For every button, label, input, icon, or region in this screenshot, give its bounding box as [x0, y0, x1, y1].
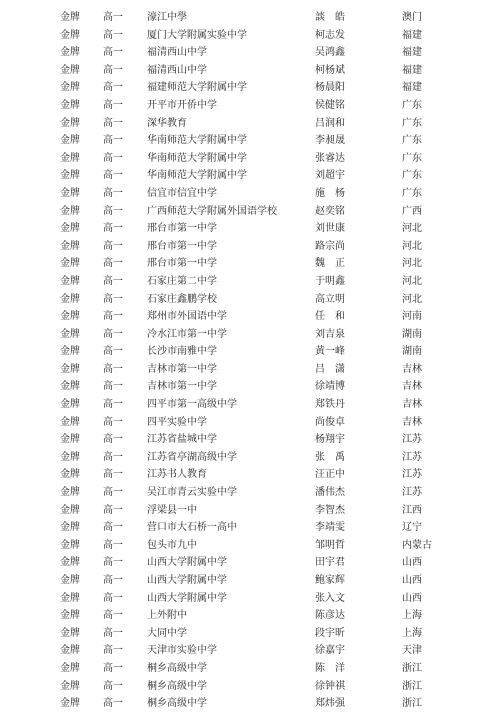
school-cell: 华南师范大学附属中学: [147, 135, 247, 147]
list-row: [0, 484, 496, 502]
award-cell: 金牌: [60, 627, 80, 639]
school-cell: 江苏省亭湖高级中学: [147, 451, 237, 463]
award-cell: 金牌: [60, 328, 80, 340]
region-cell: 河北: [402, 275, 422, 287]
list-row: [0, 414, 496, 432]
name-cell: 徐钟祺: [315, 680, 345, 692]
award-cell: 金牌: [60, 82, 80, 94]
list-row: [0, 220, 496, 238]
region-cell: 河南: [402, 311, 422, 323]
list-row: [0, 378, 496, 396]
award-cell: 金牌: [60, 399, 80, 411]
region-cell: 吉林: [402, 416, 422, 428]
grade-cell: 高一: [103, 451, 123, 463]
award-cell: 金牌: [60, 152, 80, 164]
award-cell: 金牌: [60, 645, 80, 657]
school-cell: 四平实验中学: [147, 416, 207, 428]
grade-cell: 高一: [103, 346, 123, 358]
list-row: [0, 590, 496, 608]
school-cell: 信宜市信宜中学: [147, 187, 217, 199]
school-cell: 华南师范大学附属中学: [147, 152, 247, 164]
school-cell: 天津市实验中学: [147, 645, 217, 657]
school-cell: 桐乡高级中学: [147, 698, 207, 710]
award-cell: 金牌: [60, 416, 80, 428]
school-cell: 邢台市第一中学: [147, 240, 217, 252]
region-cell: 江西: [402, 504, 422, 516]
list-row: [0, 678, 496, 696]
school-cell: 冷水江市第一中学: [147, 328, 227, 340]
list-row: [0, 185, 496, 203]
grade-cell: 高一: [103, 82, 123, 94]
award-cell: 金牌: [60, 592, 80, 604]
school-cell: 邢台市第一中学: [147, 223, 217, 235]
award-cell: 金牌: [60, 662, 80, 674]
grade-cell: 高一: [103, 99, 123, 111]
name-cell: 徐嘉宇: [315, 645, 345, 657]
name-cell: 张入文: [315, 592, 345, 604]
region-cell: 河北: [402, 240, 422, 252]
name-cell: 柯志发: [315, 29, 345, 41]
list-row: [0, 132, 496, 150]
list-row: [0, 150, 496, 168]
name-cell: 潘伟杰: [315, 487, 345, 499]
school-cell: 大同中学: [147, 627, 187, 639]
award-cell: 金牌: [60, 258, 80, 270]
name-cell: 刘超宇: [315, 170, 345, 182]
grade-cell: 高一: [103, 12, 123, 23]
list-row: [0, 660, 496, 678]
school-cell: 郑州市外国语中学: [147, 311, 227, 323]
school-cell: 华南师范大学附属中学: [147, 170, 247, 182]
award-cell: 金牌: [60, 363, 80, 375]
grade-cell: 高一: [103, 416, 123, 428]
school-cell: 邢台市第一中学: [147, 258, 217, 270]
school-cell: 上外附中: [147, 610, 187, 622]
grade-cell: 高一: [103, 170, 123, 182]
award-cell: 金牌: [60, 381, 80, 393]
region-cell: 辽宁: [402, 522, 422, 534]
region-cell: 浙江: [402, 698, 422, 710]
list-row: [0, 273, 496, 291]
name-cell: 鲍家辉: [315, 575, 345, 586]
list-row: [0, 466, 496, 484]
name-cell: 刘吉泉: [315, 328, 345, 340]
award-list: [0, 9, 496, 713]
region-cell: 江苏: [402, 434, 422, 446]
grade-cell: 高一: [103, 258, 123, 270]
list-row: [0, 519, 496, 537]
name-cell: 尚俊卓: [315, 416, 345, 428]
award-cell: 金牌: [60, 487, 80, 499]
name-cell: 路宗尚: [315, 240, 345, 252]
list-row: [0, 537, 496, 555]
list-row: [0, 44, 496, 62]
region-cell: 广东: [402, 135, 422, 147]
grade-cell: 高一: [103, 557, 123, 569]
school-cell: 山西大学附属中学: [147, 575, 227, 586]
award-cell: 金牌: [60, 557, 80, 569]
award-cell: 金牌: [60, 698, 80, 710]
list-row: [0, 449, 496, 467]
school-cell: 福清西山中学: [147, 47, 207, 59]
name-cell: 魏 正: [315, 258, 345, 270]
school-cell: 江苏书人教育: [147, 469, 207, 481]
grade-cell: 高一: [103, 223, 123, 235]
award-cell: 金牌: [60, 539, 80, 551]
award-cell: 金牌: [60, 64, 80, 76]
region-cell: 浙江: [402, 680, 422, 692]
grade-cell: 高一: [103, 328, 123, 340]
grade-cell: 高一: [103, 29, 123, 41]
grade-cell: 高一: [103, 610, 123, 622]
school-cell: 广西师范大学附属外国语学校: [147, 205, 277, 217]
name-cell: 吴鸿鑫: [315, 47, 345, 59]
name-cell: 陈彦达: [315, 610, 345, 622]
grade-cell: 高一: [103, 698, 123, 710]
school-cell: 桐乡高级中学: [147, 662, 207, 674]
region-cell: 福建: [402, 47, 422, 59]
region-cell: 山西: [402, 557, 422, 569]
region-cell: 广东: [402, 152, 422, 164]
region-cell: 吉林: [402, 363, 422, 375]
award-cell: 金牌: [60, 610, 80, 622]
name-cell: 段宇昕: [315, 627, 345, 639]
grade-cell: 高一: [103, 311, 123, 323]
name-cell: 李智杰: [315, 504, 345, 516]
region-cell: 江苏: [402, 451, 422, 463]
region-cell: 江苏: [402, 487, 422, 499]
list-row: [0, 326, 496, 344]
region-cell: 澳门: [402, 12, 422, 23]
school-cell: 包头市九中: [147, 539, 197, 551]
list-row: [0, 572, 496, 590]
award-cell: 金牌: [60, 205, 80, 217]
school-cell: 福建师范大学附属中学: [147, 82, 247, 94]
grade-cell: 高一: [103, 135, 123, 147]
award-cell: 金牌: [60, 275, 80, 287]
name-cell: 邹明哲: [315, 539, 345, 551]
award-cell: 金牌: [60, 99, 80, 111]
school-cell: 四平市第一高级中学: [147, 399, 237, 411]
region-cell: 广东: [402, 99, 422, 111]
list-row: [0, 502, 496, 520]
region-cell: 山西: [402, 592, 422, 604]
list-row: [0, 642, 496, 660]
list-row: [0, 554, 496, 572]
list-row: [0, 238, 496, 256]
name-cell: 于明鑫: [315, 275, 345, 287]
award-cell: 金牌: [60, 504, 80, 516]
region-cell: 上海: [402, 610, 422, 622]
name-cell: 施 杨: [315, 187, 345, 199]
grade-cell: 高一: [103, 487, 123, 499]
region-cell: 天津: [402, 645, 422, 657]
name-cell: 刘世康: [315, 223, 345, 235]
name-cell: 杨晨阳: [315, 82, 345, 94]
region-cell: 福建: [402, 29, 422, 41]
school-cell: 桐乡高级中学: [147, 680, 207, 692]
grade-cell: 高一: [103, 293, 123, 305]
award-cell: 金牌: [60, 117, 80, 129]
region-cell: 吉林: [402, 381, 422, 393]
region-cell: 广西: [402, 205, 422, 217]
name-cell: 张睿达: [315, 152, 345, 164]
name-cell: 李靖雯: [315, 522, 345, 534]
region-cell: 广东: [402, 187, 422, 199]
name-cell: 吕润和: [315, 117, 345, 129]
name-cell: 吕 潇: [315, 363, 345, 375]
school-cell: 山西大学附属中学: [147, 592, 227, 604]
award-cell: 金牌: [60, 346, 80, 358]
list-row: [0, 167, 496, 185]
list-row: [0, 79, 496, 97]
name-cell: 郑铁丹: [315, 399, 345, 411]
list-row: [0, 97, 496, 115]
list-row: [0, 291, 496, 309]
region-cell: 湖南: [402, 328, 422, 340]
award-cell: 金牌: [60, 187, 80, 199]
region-cell: 河北: [402, 258, 422, 270]
school-cell: 厦门大学附属实验中学: [147, 29, 247, 41]
region-cell: 广东: [402, 170, 422, 182]
region-cell: 内蒙古: [402, 539, 432, 551]
list-row: [0, 27, 496, 45]
region-cell: 山西: [402, 575, 422, 586]
list-row: [0, 62, 496, 80]
list-row: [0, 343, 496, 361]
region-cell: 福建: [402, 82, 422, 94]
award-cell: 金牌: [60, 47, 80, 59]
grade-cell: 高一: [103, 275, 123, 287]
region-cell: 上海: [402, 627, 422, 639]
grade-cell: 高一: [103, 152, 123, 164]
list-row: [0, 431, 496, 449]
grade-cell: 高一: [103, 575, 123, 586]
grade-cell: 高一: [103, 522, 123, 534]
name-cell: 田宇君: [315, 557, 345, 569]
grade-cell: 高一: [103, 434, 123, 446]
list-row: [0, 695, 496, 713]
grade-cell: 高一: [103, 205, 123, 217]
name-cell: 杨翔宇: [315, 434, 345, 446]
school-cell: 深华教育: [147, 117, 187, 129]
list-row: [0, 203, 496, 221]
region-cell: 河北: [402, 293, 422, 305]
name-cell: 侯健铭: [315, 99, 345, 111]
grade-cell: 高一: [103, 680, 123, 692]
school-cell: 吉林市第一中学: [147, 381, 217, 393]
award-cell: 金牌: [60, 311, 80, 323]
region-cell: 湖南: [402, 346, 422, 358]
school-cell: 吴江市青云实验中学: [147, 487, 237, 499]
region-cell: 江苏: [402, 469, 422, 481]
name-cell: 黄一峰: [315, 346, 345, 358]
name-cell: 徐靖博: [315, 381, 345, 393]
grade-cell: 高一: [103, 117, 123, 129]
school-cell: 吉林市第一中学: [147, 363, 217, 375]
name-cell: 汪正中: [315, 469, 345, 481]
region-cell: 福建: [402, 64, 422, 76]
name-cell: 柯杨斌: [315, 64, 345, 76]
grade-cell: 高一: [103, 64, 123, 76]
award-cell: 金牌: [60, 29, 80, 41]
award-cell: 金牌: [60, 223, 80, 235]
grade-cell: 高一: [103, 469, 123, 481]
name-cell: 陈 洋: [315, 662, 345, 674]
school-cell: 石家庄鑫鹏学校: [147, 293, 217, 305]
grade-cell: 高一: [103, 539, 123, 551]
name-cell: 談 皓: [315, 12, 345, 23]
name-cell: 张 禹: [315, 451, 345, 463]
name-cell: 李昶晟: [315, 135, 345, 147]
grade-cell: 高一: [103, 187, 123, 199]
grade-cell: 高一: [103, 240, 123, 252]
award-cell: 金牌: [60, 451, 80, 463]
region-cell: 河北: [402, 223, 422, 235]
region-cell: 浙江: [402, 662, 422, 674]
award-cell: 金牌: [60, 240, 80, 252]
school-cell: 开平市开侨中学: [147, 99, 217, 111]
name-cell: 高立明: [315, 293, 345, 305]
grade-cell: 高一: [103, 662, 123, 674]
grade-cell: 高一: [103, 504, 123, 516]
grade-cell: 高一: [103, 645, 123, 657]
region-cell: 吉林: [402, 399, 422, 411]
school-cell: 山西大学附属中学: [147, 557, 227, 569]
school-cell: 营口市大石桥一高中: [147, 522, 237, 534]
grade-cell: 高一: [103, 627, 123, 639]
school-cell: 长沙市南雅中学: [147, 346, 217, 358]
grade-cell: 高一: [103, 47, 123, 59]
list-row: [0, 625, 496, 643]
award-cell: 金牌: [60, 293, 80, 305]
list-row: [0, 361, 496, 379]
list-row: [0, 255, 496, 273]
award-cell: 金牌: [60, 12, 80, 23]
list-row: [0, 607, 496, 625]
name-cell: 赵奕铭: [315, 205, 345, 217]
name-cell: 任 和: [315, 311, 345, 323]
grade-cell: 高一: [103, 381, 123, 393]
list-row: [0, 308, 496, 326]
region-cell: 广东: [402, 117, 422, 129]
award-cell: 金牌: [60, 434, 80, 446]
award-cell: 金牌: [60, 135, 80, 147]
award-cell: 金牌: [60, 680, 80, 692]
grade-cell: 高一: [103, 592, 123, 604]
list-row: [0, 115, 496, 133]
name-cell: 郑炜强: [315, 698, 345, 710]
school-cell: 石家庄第二中学: [147, 275, 217, 287]
list-row: [0, 9, 496, 27]
school-cell: 福清西山中学: [147, 64, 207, 76]
award-cell: 金牌: [60, 575, 80, 586]
school-cell: 濠江中學: [147, 12, 187, 23]
award-cell: 金牌: [60, 469, 80, 481]
award-cell: 金牌: [60, 170, 80, 182]
school-cell: 江苏省盐城中学: [147, 434, 217, 446]
grade-cell: 高一: [103, 399, 123, 411]
list-row: [0, 396, 496, 414]
award-cell: 金牌: [60, 522, 80, 534]
grade-cell: 高一: [103, 363, 123, 375]
school-cell: 浮梁县一中: [147, 504, 197, 516]
